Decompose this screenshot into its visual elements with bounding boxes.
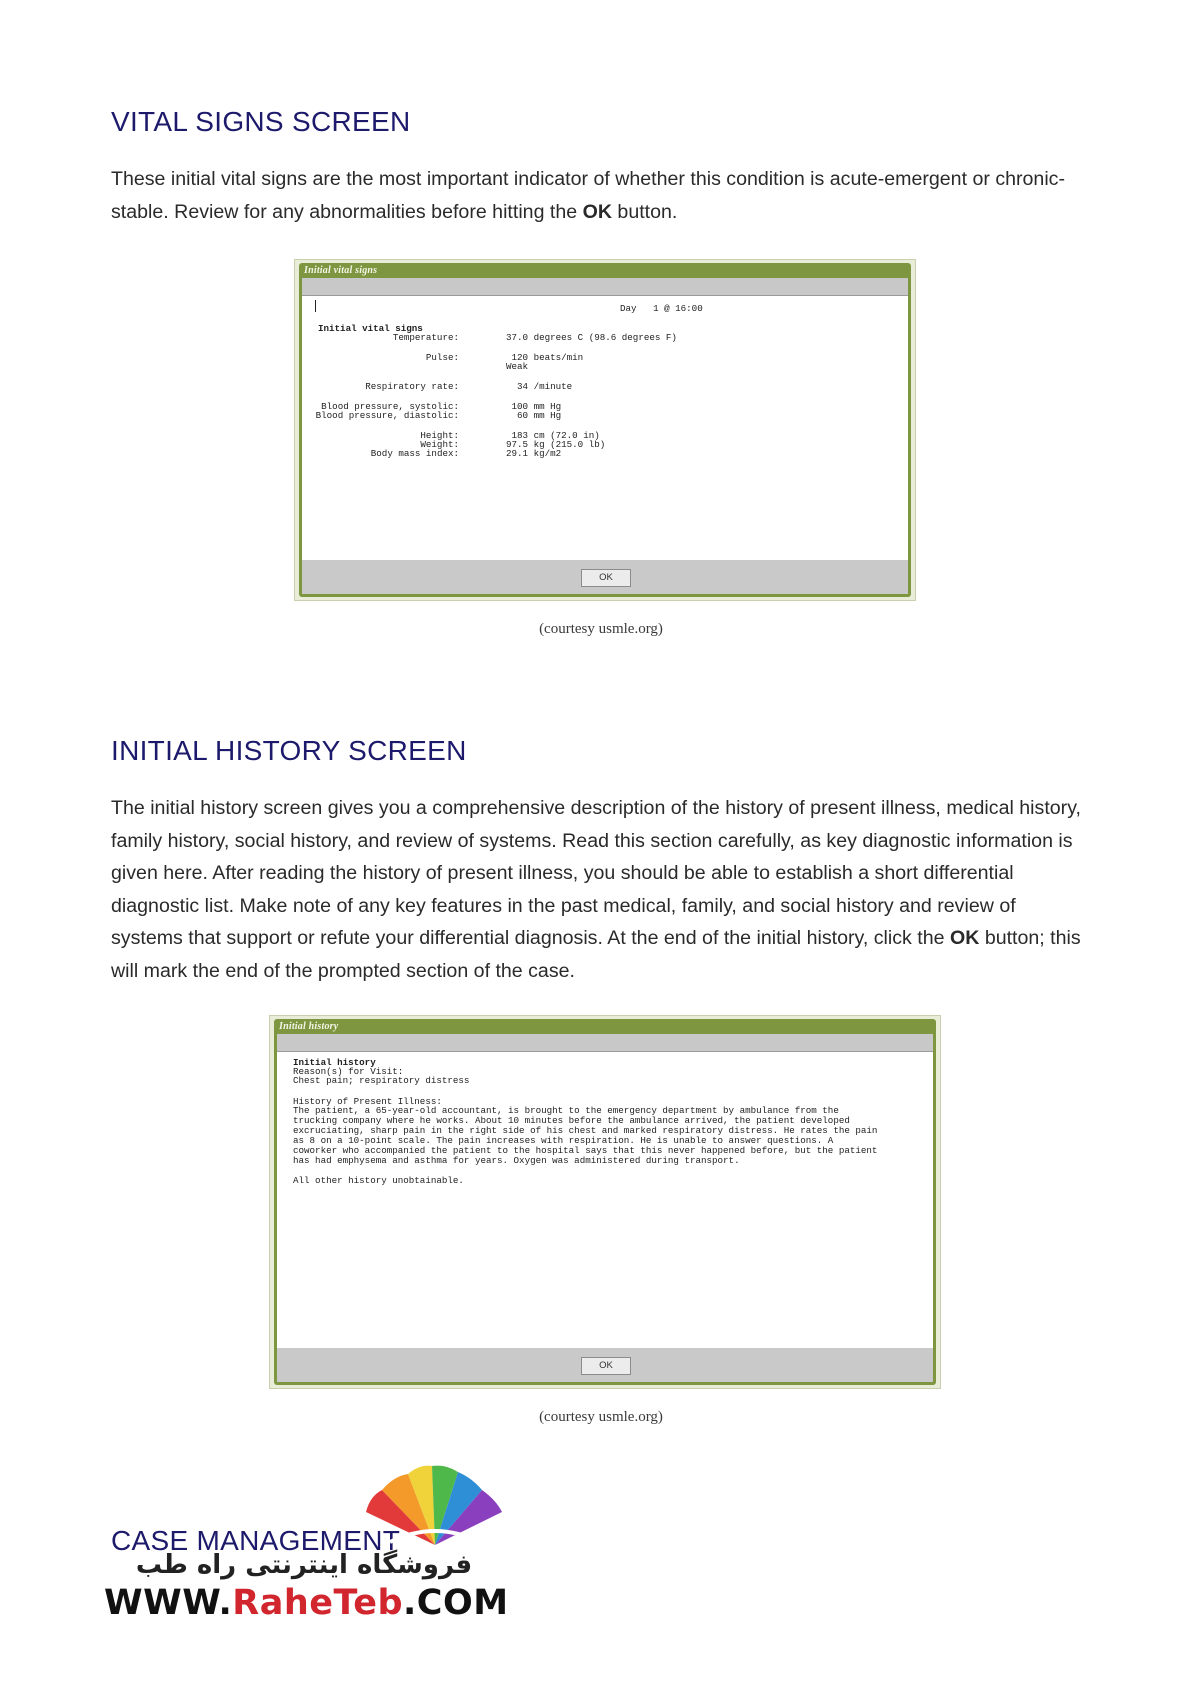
vital-value: 60 mm Hg	[506, 410, 562, 421]
day-time: Day 1 @ 16:00	[620, 303, 703, 314]
ok-emphasis: OK	[582, 200, 612, 223]
ok-emphasis: OK	[949, 927, 980, 949]
vital-value: 120 beats/min	[506, 352, 584, 363]
watermark-url-prefix: WWW.	[104, 1583, 233, 1623]
history-content	[277, 1052, 933, 1348]
history-line: as 8 on a 10-point scale. The pain increases with respiration. He is unable to answer questions. A	[293, 1135, 834, 1146]
section-heading-initial-history: INITIAL HISTORY SCREEN	[111, 735, 467, 766]
vital-label: Body mass index:	[370, 448, 459, 459]
vital-label: Height:	[420, 430, 459, 441]
vital-value: 37.0 degrees C (98.6 degrees F)	[506, 332, 677, 343]
watermark-url-brand: RaheTeb	[232, 1583, 404, 1623]
history-line: The patient, a 65-year-old accountant, is brought to the emergency department by ambulance from the	[293, 1105, 839, 1116]
window-toolbar	[302, 278, 908, 296]
vital-signs-window	[294, 259, 916, 601]
vital-value: 97.5 kg (215.0 lb)	[506, 439, 606, 450]
history-line: Chest pain; respiratory distress	[293, 1075, 470, 1086]
vitals-section-title: Initial vital signs	[318, 323, 423, 334]
watermark-url	[104, 1583, 509, 1623]
history-line: has had emphysema and asthma for years. Oxygen was administered during transport.	[293, 1155, 740, 1166]
section-heading-vital-signs: VITAL SIGNS SCREEN	[111, 106, 411, 137]
vital-value: 100 mm Hg	[506, 401, 562, 412]
vital-label: Temperature:	[392, 332, 459, 343]
history-line: coworker who accompanied the patient to the hospital says that this never happened before, but the patient	[293, 1145, 878, 1156]
paragraph-text: The initial history screen gives you a comprehensive description of the history of present illness, medical history, family history, social history, and review of systems. Read this section carefully, as key diagnostic information is given here. After reading the history of present illness, you should be able to establish a short differential diagnostic list. Make note of any key features in the past medical, family, and social history and review of systems that support or refute your differential diagnosis. At the end of the initial history, click the	[111, 797, 1081, 949]
paragraph-text: These initial vital signs are the most important indicator of whether this condition is acute-emergent or chronic-stable. Review for any abnormalities before hitting the	[111, 168, 1066, 223]
text-cursor	[315, 300, 316, 312]
initial-history-caption: (courtesy usmle.org)	[539, 1409, 663, 1425]
history-line: All other history unobtainable.	[293, 1175, 464, 1186]
vital-value: Weak	[506, 361, 529, 372]
vital-signs-caption: (courtesy usmle.org)	[539, 621, 663, 637]
window-toolbar	[277, 1034, 933, 1052]
paragraph-text: button; this will mark the end of the prompted section of the case.	[111, 927, 1081, 982]
initial-history-paragraph	[111, 792, 1086, 987]
vital-label: Pulse:	[425, 352, 459, 363]
paragraph-text: button.	[611, 200, 678, 223]
vital-signs-content	[302, 296, 908, 560]
ok-button[interactable]: OK	[581, 1357, 631, 1375]
watermark-persian-text: فروشگاه اینترنتی راه طب	[135, 1550, 473, 1580]
vital-signs-paragraph	[111, 163, 1086, 228]
history-line: excruciating, sharp pain in the right side of his chest and marked respiratory distress. He rates the pain	[293, 1125, 878, 1136]
vital-label: Weight:	[420, 439, 459, 450]
history-section-title: Initial history	[293, 1057, 376, 1068]
vital-value: 29.1 kg/m2	[506, 448, 562, 459]
history-line: Reason(s) for Visit:	[293, 1066, 404, 1077]
watermark-url-suffix: .COM	[403, 1583, 509, 1623]
vital-label: Blood pressure, systolic:	[321, 401, 459, 412]
vital-value: 34 /minute	[506, 381, 573, 392]
ok-button[interactable]: OK	[581, 569, 631, 587]
watermark-fan-icon	[360, 1450, 510, 1560]
vital-value: 183 cm (72.0 in)	[506, 430, 600, 441]
section-heading-case-management: CASE MANAGEMENT	[111, 1525, 401, 1556]
window-title: Initial history	[279, 1021, 339, 1032]
initial-history-window	[269, 1015, 941, 1389]
vital-label: Blood pressure, diastolic:	[315, 410, 459, 421]
history-line: History of Present Illness:	[293, 1096, 442, 1107]
vital-label: Respiratory rate:	[365, 381, 459, 392]
history-line: trucking company where he works. About 10 minutes before the ambulance arrived, the patient developed	[293, 1115, 850, 1126]
window-title: Initial vital signs	[304, 265, 378, 276]
